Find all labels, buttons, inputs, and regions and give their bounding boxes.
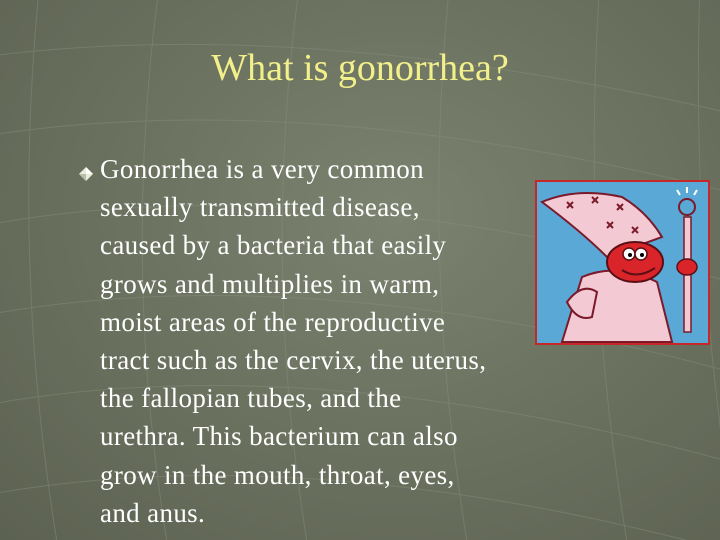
bullet-line: Gonorrhea is a very common bbox=[100, 154, 425, 184]
slide-title: What is gonorrhea? bbox=[211, 47, 509, 89]
bullet-line: grows and multiplies in warm, bbox=[100, 268, 440, 299]
bullet-line: moist areas of the reproductive bbox=[100, 306, 446, 337]
bullet-line: sexually transmitted disease, bbox=[100, 192, 420, 223]
bullet-line: urethra. This bacterium can also bbox=[100, 421, 458, 452]
bullet-text bbox=[100, 150, 560, 532]
diamond-bullet-icon bbox=[78, 166, 94, 182]
bullet-line: grow in the mouth, throat, eyes, bbox=[100, 459, 455, 490]
wizard-cartoon-icon bbox=[537, 182, 708, 343]
bullet-line: tract such as the cervix, the uterus, bbox=[100, 345, 487, 376]
bullet-line: and anus. bbox=[100, 497, 206, 528]
bullet-line: the fallopian tubes, and the bbox=[100, 383, 402, 414]
bullet-line: caused by a bacteria that easily bbox=[100, 230, 447, 261]
wizard-clipart bbox=[535, 180, 710, 345]
